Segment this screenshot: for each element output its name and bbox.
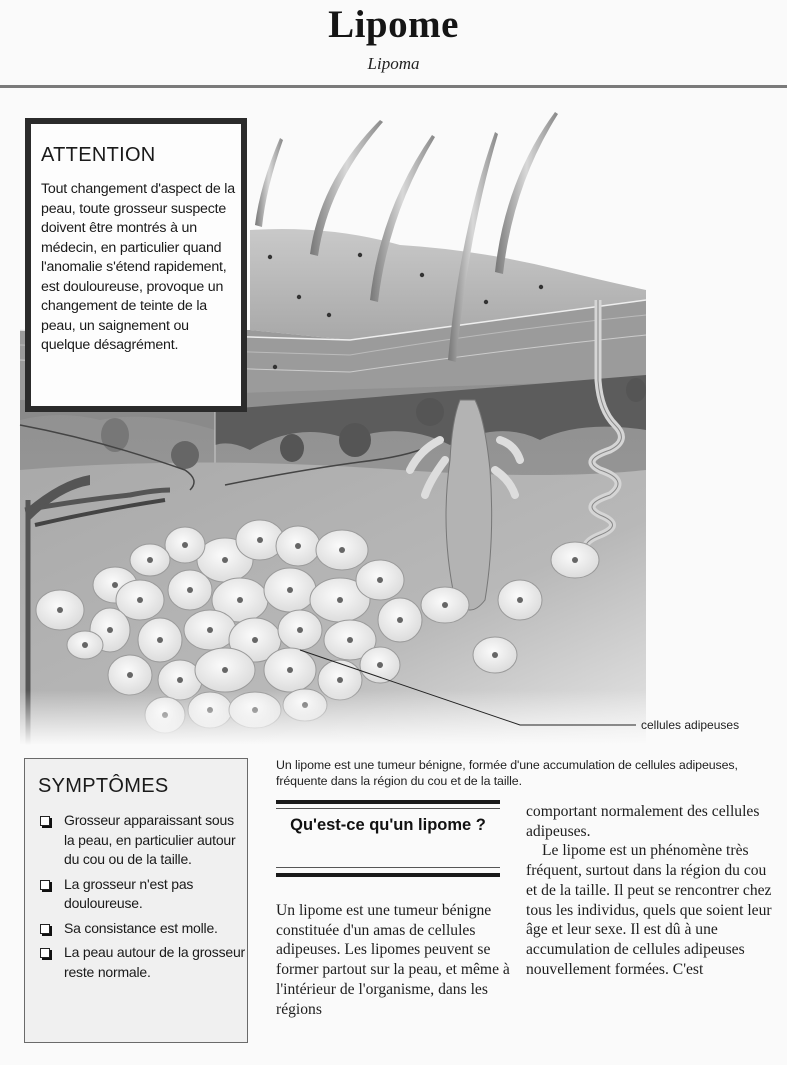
symptom-item: Grosseur apparaissant sous la peau, en particulier autour du cou ou de la taille.: [38, 811, 248, 870]
intro-paragraph: Un lipome est une tumeur bénigne, formée d'une accumulation de cellules adipeuses, fréquente dans la région du cou et de la taille.: [276, 758, 738, 788]
body-column-2: [526, 802, 776, 979]
section-heading-box: [276, 800, 500, 878]
illustration-label-adipose-cells: cellules adipeuses: [641, 718, 740, 732]
checkbox-icon: [40, 880, 50, 890]
attention-box: [25, 118, 247, 412]
body-paragraph: Le lipome est un phénomène très fréquent, surtout dans la région du cou et de la taille. Il peut se rencontrer chez tous les individus, quels que soient leur âge et leur sexe. Il est dû à une accumulation de cellules adipeuses nouvellement formées. C'est: [526, 842, 772, 978]
heading-rule-bottom-thick: [276, 873, 500, 877]
section-heading: Qu'est-ce qu'un lipome ?: [290, 816, 486, 834]
symptoms-heading: SYMPTÔMES: [38, 775, 169, 797]
symptom-item: La grosseur n'est pas douloureuse.: [38, 875, 248, 914]
page-title: Lipome: [328, 3, 459, 46]
heading-rule-top-thin: [276, 808, 500, 809]
body-column-1: [276, 901, 511, 1019]
symptom-item: La peau autour de la grosseur reste normale.: [38, 943, 248, 982]
body-paragraph: comportant normalement des cellules adipeuses.: [526, 803, 760, 840]
checkbox-icon: [40, 924, 50, 934]
attention-text: Tout changement d'aspect de la peau, toute grosseur suspecte doivent être montrés à un médecin, en particulier quand l'anomalie s'étend rapidement, est douloureuse, provoque un changement de teinte de la peau, un saignement ou quelque désagrément.: [41, 181, 235, 353]
heading-rule-top-thick: [276, 800, 500, 804]
checkbox-icon: [40, 816, 50, 826]
body-paragraph: Un lipome est une tumeur bénigne constituée d'un amas de cellules adipeuses. Les lipomes peuvent se former partout sur la peau, et même à l'intérieur de l'organisme, dans les régions: [276, 902, 510, 1018]
symptom-item: Sa consistance est molle.: [38, 919, 248, 939]
heading-rule-bottom-thin: [276, 867, 500, 868]
title-divider: [0, 85, 787, 88]
checkbox-icon: [40, 948, 50, 958]
page-subtitle: Lipoma: [367, 54, 420, 73]
attention-heading: ATTENTION: [41, 144, 156, 166]
symptoms-list: [38, 811, 248, 987]
symptoms-box: [24, 758, 248, 1043]
